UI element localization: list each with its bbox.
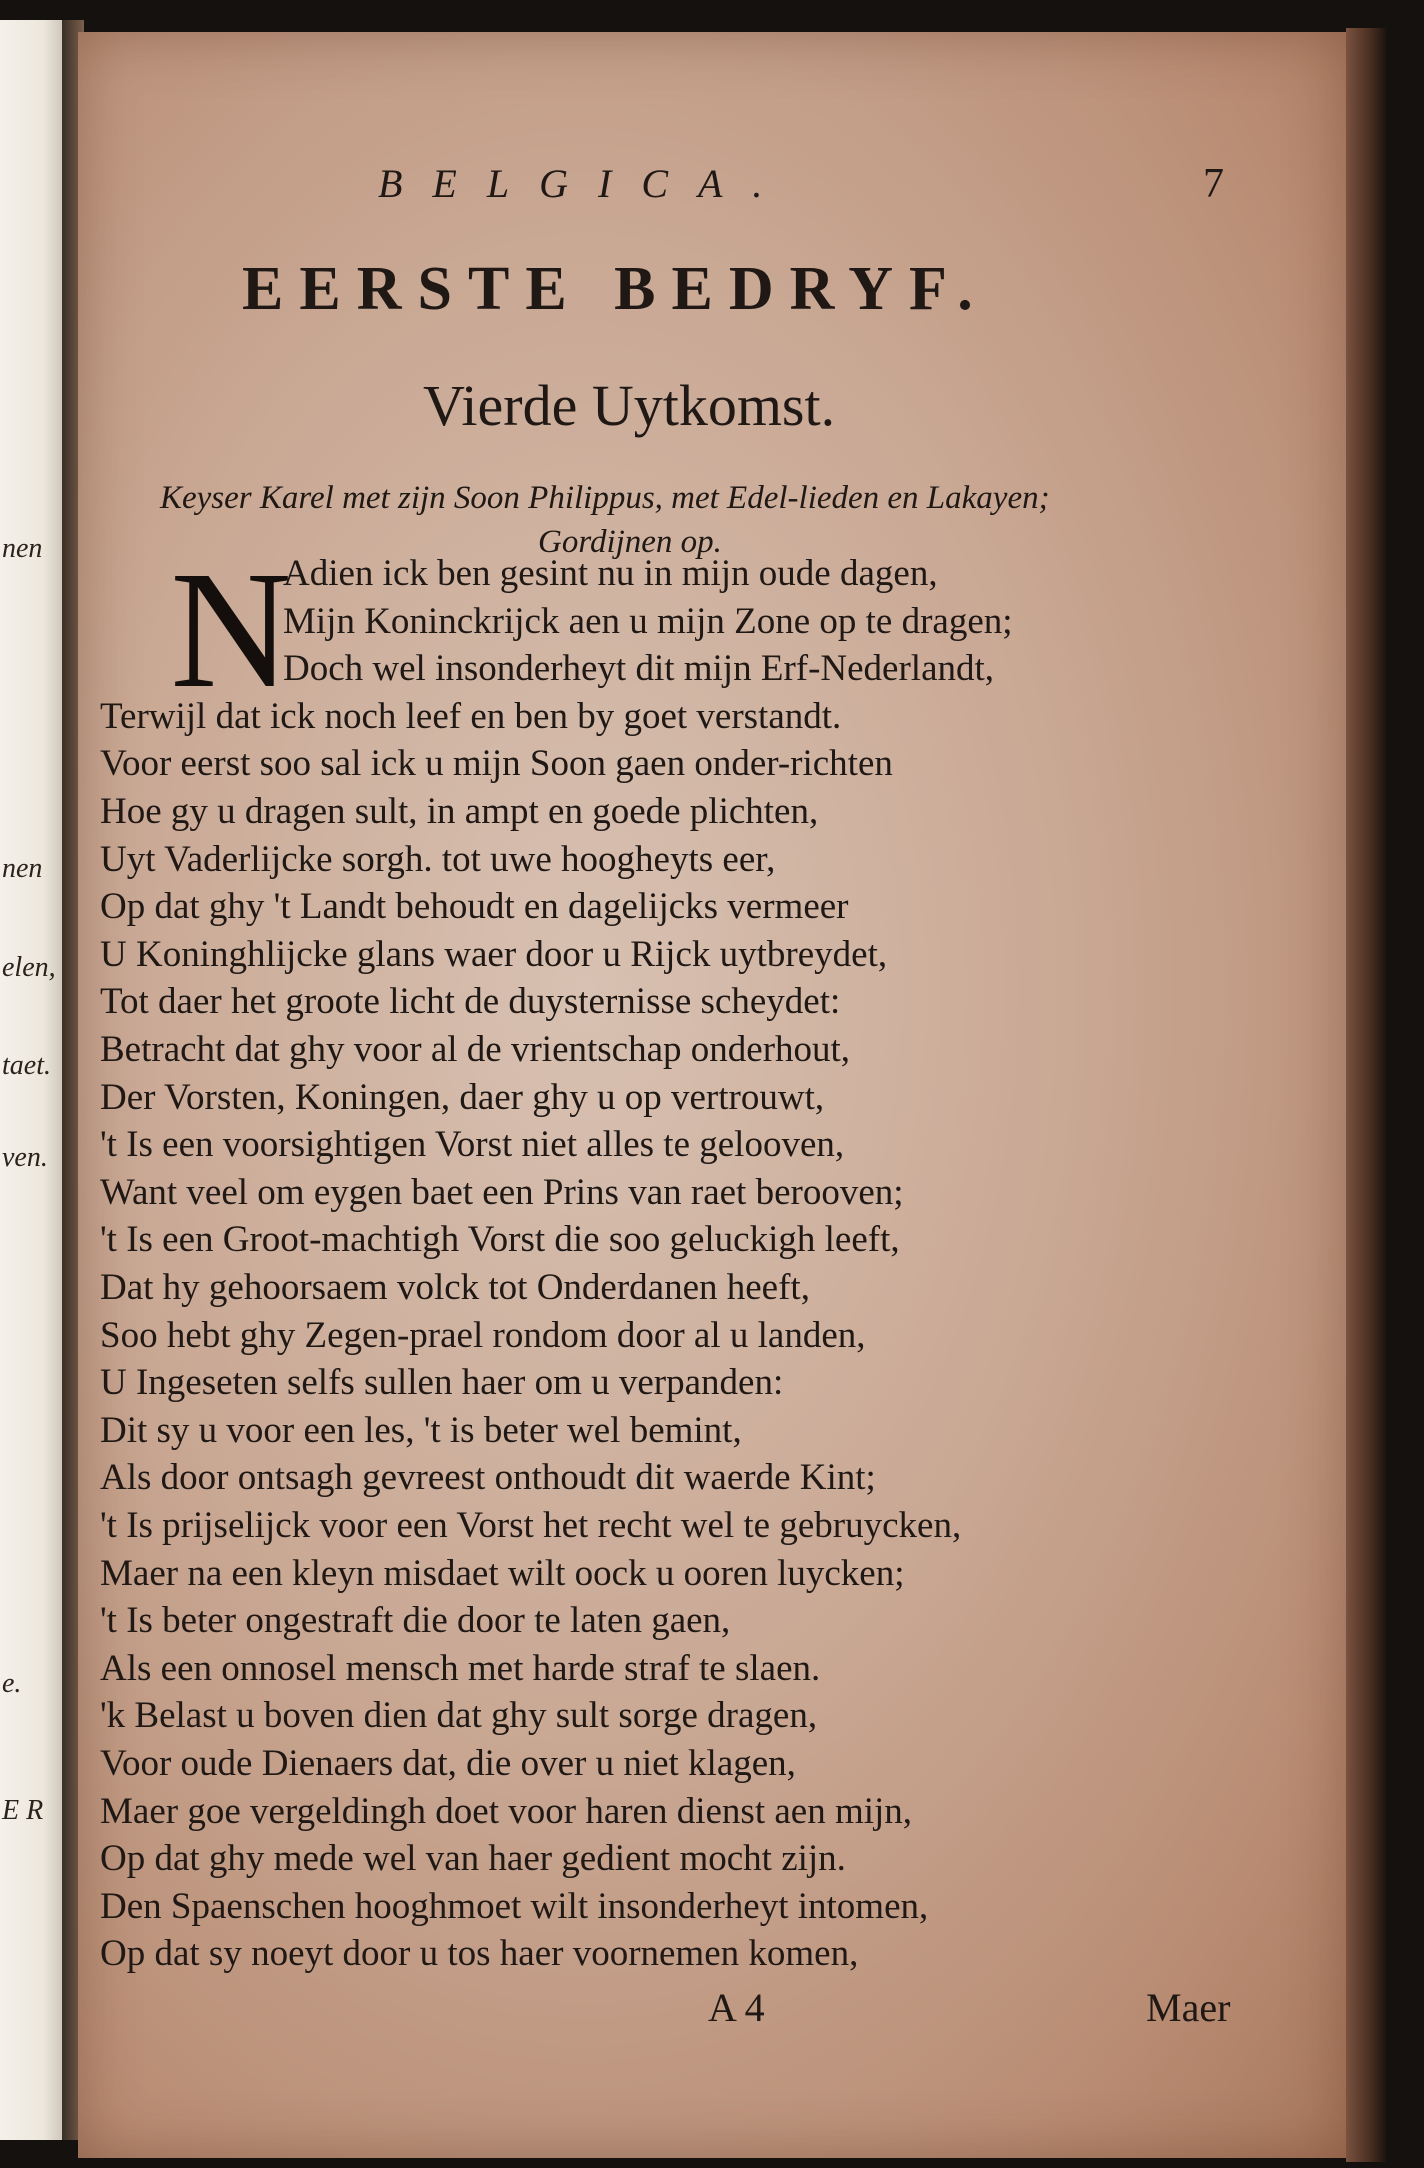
verse-line: Terwijl dat ick noch leef en ben by goet verstandt. — [100, 695, 842, 737]
verse-line: Op dat sy noeyt door u tos haer voornemen komen, — [100, 1933, 859, 1975]
previous-page-fragment — [0, 20, 65, 2140]
verse-line: 'k Belast u boven dien dat ghy sult sorge dragen, — [100, 1695, 818, 1737]
verse-line: Maer na een kleyn misdaet wilt oock u ooren luycken; — [100, 1552, 905, 1594]
verse-line: Op dat ghy mede wel van haer gedient mocht zijn. — [100, 1838, 846, 1880]
fragment-text: E R — [2, 1795, 44, 1826]
act-title: EERSTE BEDRYF. — [242, 255, 989, 323]
fragment-text: nen — [2, 853, 43, 884]
verse-line: U Ingeseten selfs sullen haer om u verpanden: — [100, 1362, 784, 1404]
verse-line: Mijn Koninckrijck aen u mijn Zone op te dragen; — [283, 600, 1013, 642]
verse-line: Uyt Vaderlijcke sorgh. tot uwe hoogheyts eer, — [100, 838, 776, 880]
verse-line: Op dat ghy 't Landt behoudt en dagelijcks vermeer — [100, 886, 849, 928]
drop-cap: N — [170, 537, 292, 723]
verse-line: 't Is beter ongestraft die door te laten gaen, — [100, 1600, 731, 1642]
verse-line: Der Vorsten, Koningen, daer ghy u op vertrouwt, — [100, 1076, 825, 1118]
verse-line: Adien ick ben gesint nu in mijn oude dagen, — [283, 553, 938, 594]
scene-title: Vierde Uytkomst. — [423, 373, 836, 438]
page-number: 7 — [1203, 161, 1224, 207]
verse-line: Want veel om eygen baet een Prins van raet berooven; — [100, 1171, 904, 1213]
verse-line: Hoe gy u dragen sult, in ampt en goede plichten, — [100, 791, 819, 832]
fragment-text: elen, — [2, 952, 56, 983]
verse-line: Voor eerst soo sal ick u mijn Soon gaen onder-richten — [100, 743, 893, 785]
verse-line: Betracht dat ghy voor al de vrientschap onderhout, — [100, 1029, 851, 1070]
signature-mark: A 4 — [708, 1985, 765, 2030]
verse-line: Als een onnosel mensch met harde straf te slaen. — [100, 1647, 821, 1689]
verse-line: Als door ontsagh gevreest onthoudt dit waerde Kint; — [100, 1457, 876, 1499]
verse-line: U Koninghlijcke glans waer door u Rijck uytbreydet, — [100, 933, 888, 975]
fragment-text: e. — [2, 1668, 22, 1699]
book-page — [78, 32, 1350, 2158]
verse-line: Maer goe vergeldingh doet voor haren dienst aen mijn, — [100, 1790, 913, 1832]
verse-line: Dit sy u voor een les, 't is beter wel bemint, — [100, 1409, 742, 1451]
verse-line: Doch wel insonderheyt dit mijn Erf-Nederlandt, — [283, 648, 995, 690]
verse-line: Voor oude Dienaers dat, die over u niet klagen, — [100, 1743, 796, 1784]
verse-line: Dat hy gehoorsaem volck tot Onderdanen heeft, — [100, 1267, 810, 1308]
verse-line: 't Is een voorsightigen Vorst niet alles te gelooven, — [100, 1124, 845, 1166]
verse-line: Soo hebt ghy Zegen-prael rondom door al u landen, — [100, 1314, 866, 1356]
verse-line: Den Spaenschen hooghmoet wilt insonderheyt intomen, — [100, 1885, 929, 1927]
verse-line: 't Is een Groot-machtigh Vorst die soo geluckigh leeft, — [100, 1219, 900, 1261]
verse-line: 't Is prijselijck voor een Vorst het recht wel te gebruycken, — [100, 1505, 962, 1546]
catchword: Maer — [1146, 1985, 1231, 2030]
stage-direction: Gordijnen op. — [538, 524, 722, 560]
page-edge — [1346, 28, 1386, 2162]
running-head: BELGICA. — [378, 161, 793, 206]
fragment-text: taet. — [2, 1050, 51, 1081]
verse-line: Tot daer het groote licht de duysternisse scheydet: — [100, 981, 841, 1023]
stage-direction: Keyser Karel met zijn Soon Philippus, met Edel-lieden en Lakayen; — [160, 480, 1050, 516]
fragment-text: nen — [2, 533, 43, 564]
fragment-text: ven. — [2, 1142, 48, 1173]
